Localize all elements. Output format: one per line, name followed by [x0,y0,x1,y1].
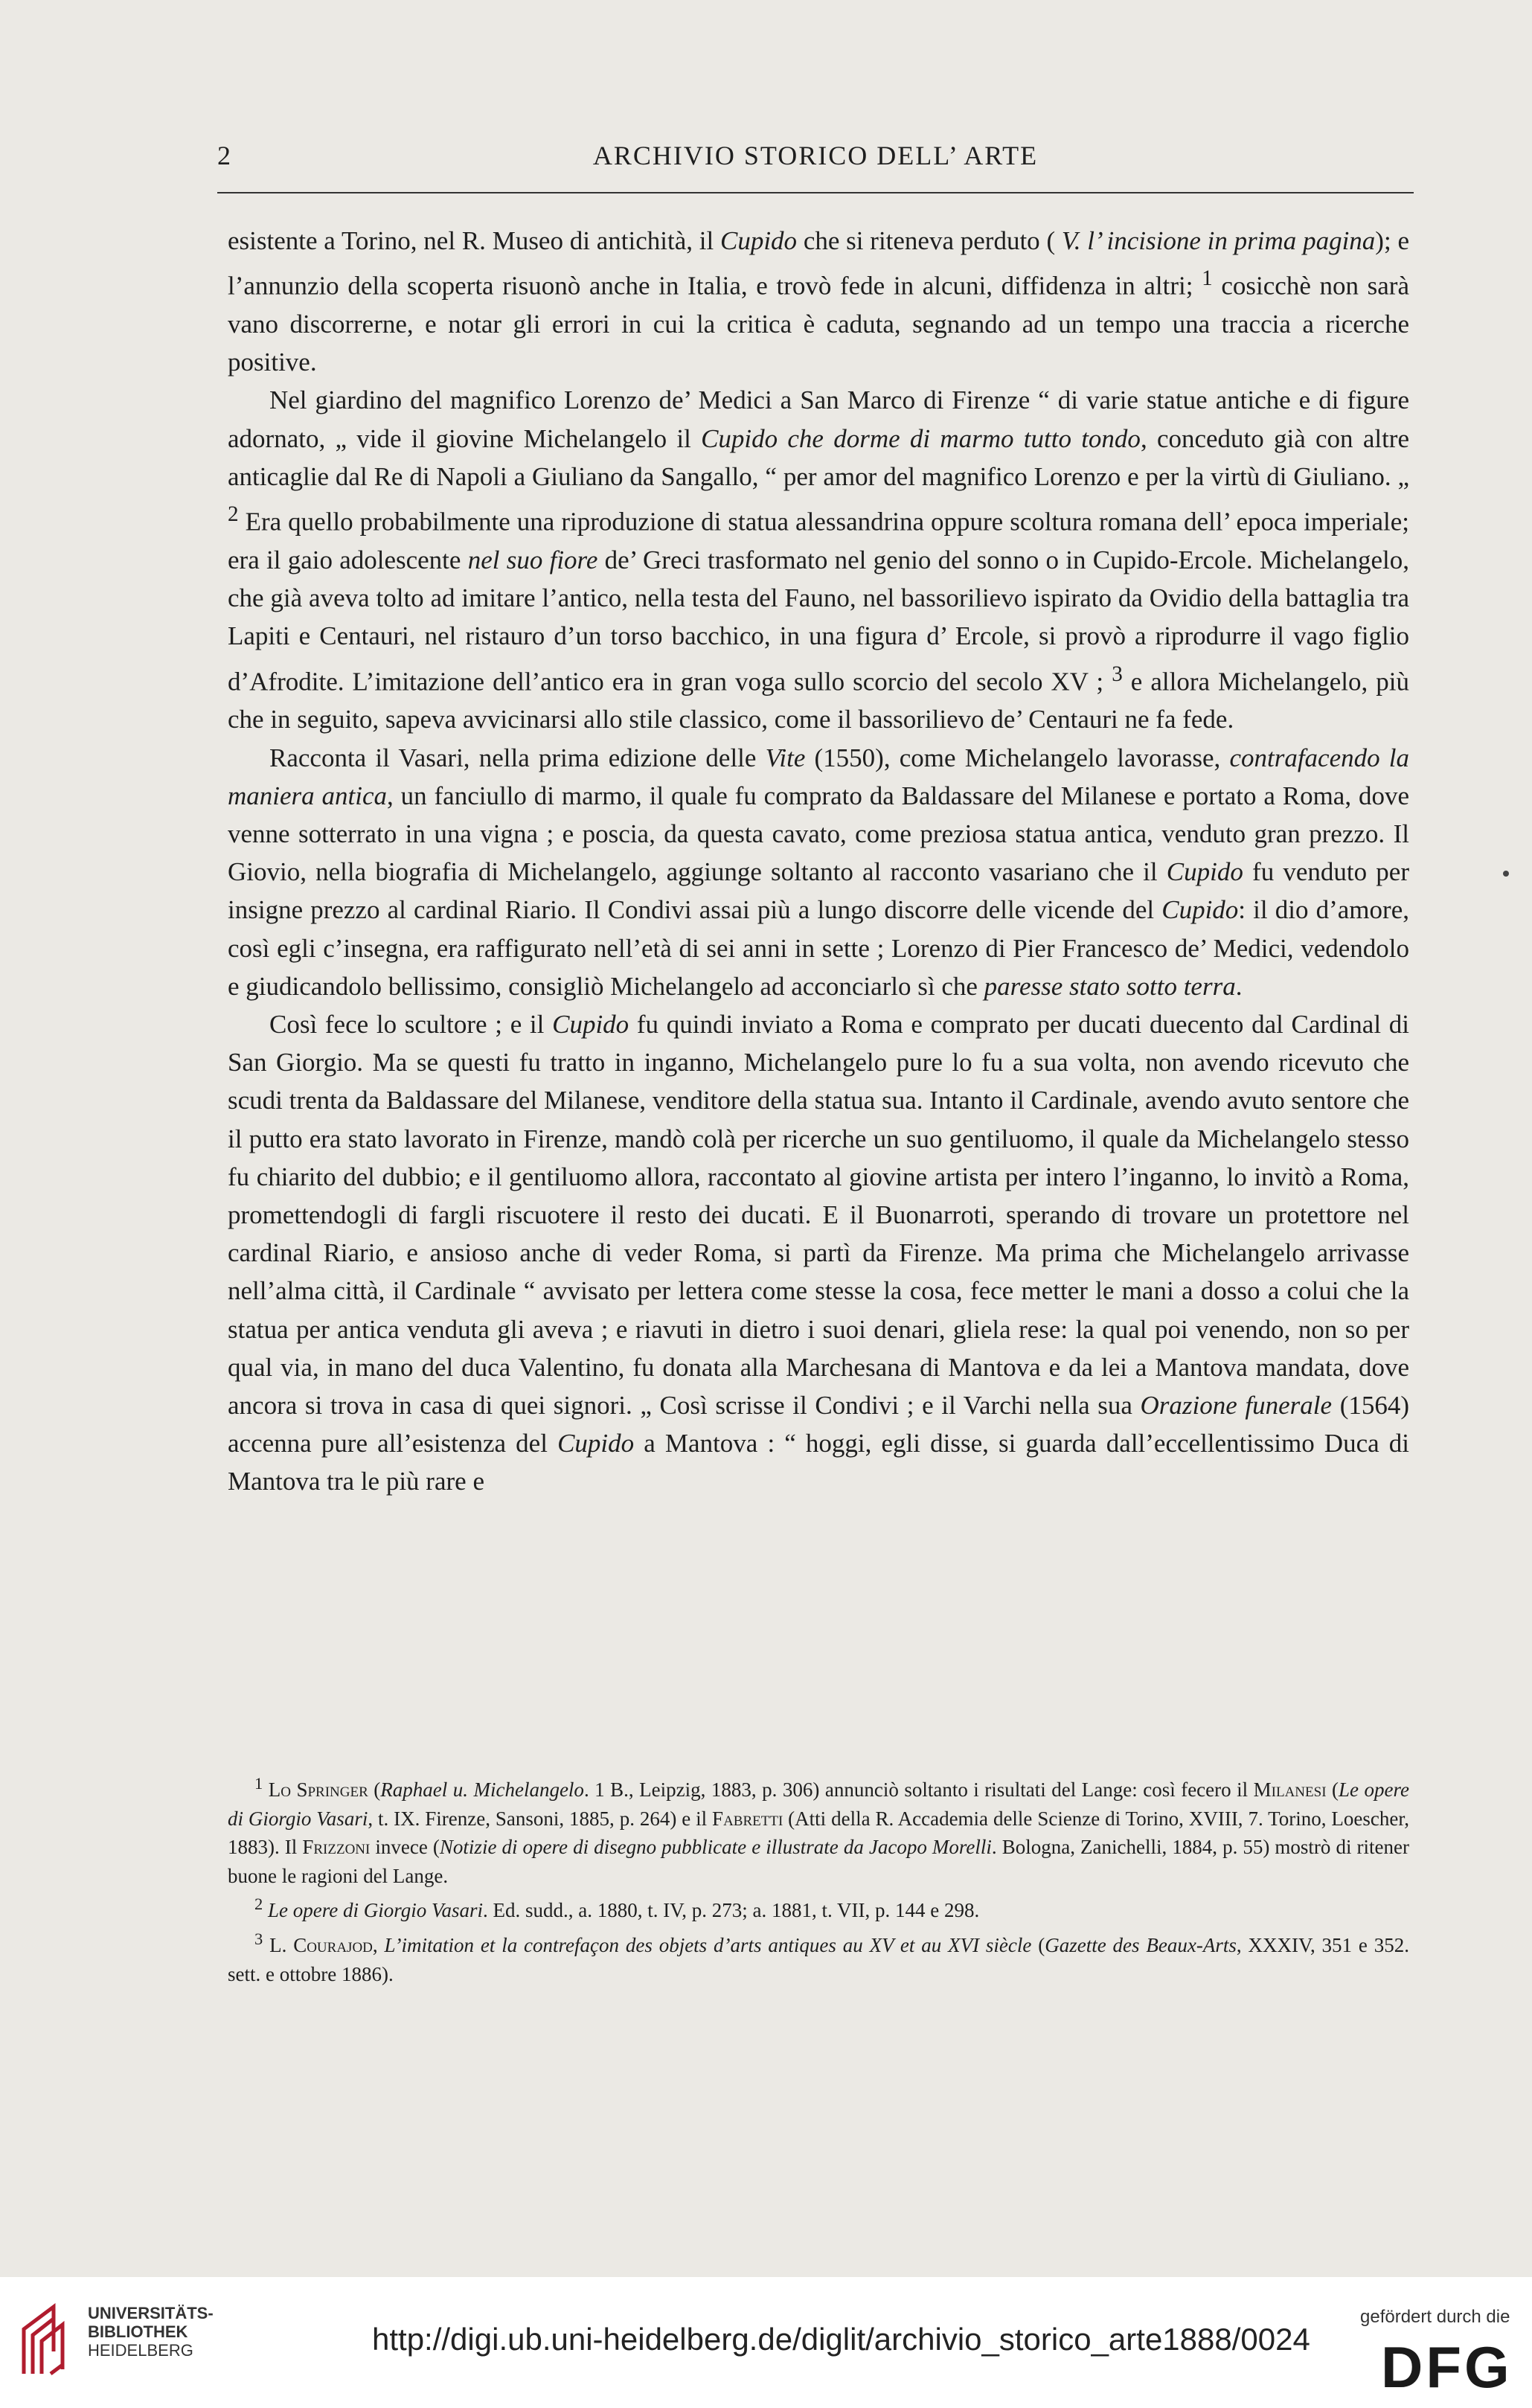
italic-run: Cupido che dorme di marmo tutto tondo [701,423,1141,453]
text-run: . [1235,971,1243,1001]
text-run: : il dio d’amore, così egli c’insegna, era raffigurato nell’età di sei anni in sette ; Lorenzo di Pier Francesco de’ Medici, vedendolo e giudicandolo bellissimo, consigliò Michelangelo ad acconciarlo sì che [228,895,1409,1001]
text-run: Era quello probabilmente una riproduzione di statua alessandrina oppure scoltura romana dell’ epoca imperiale; era il gaio adolescente [228,507,1409,574]
text-run: de’ Greci trasformato nel genio del sonno o in Cupido-Ercole. Michelangelo, che già aveva tolto ad imitare l’antico, nella testa del Fauno, nel bassorilievo ispirato da Ovidio della battaglia tra Lapiti e Centauri, nel ristauro d’un torso bacchico, in una figura d’ Ercole, si provò a riprodurre il vago figlio d’Afrodite. L’imitazione dell’antico era in gran voga sullo scorcio del secolo XV ; [228,545,1410,697]
text-run: ( [1326,1778,1339,1801]
author-name: Frizzoni [302,1836,371,1859]
text-run: (1564) accenna pure all’esistenza del [228,1391,1410,1458]
italic-run: Orazione funerale [1140,1391,1333,1421]
footnote-1 [228,1770,1409,1890]
text-run: invece ( [370,1836,440,1859]
footnotes [228,1770,1409,1988]
italic-run: paresse stato sotto terra [984,971,1236,1001]
text-run: . Bologna, Zanichelli, 1884, p. 55) mostrò di ritener buone le ragioni del Lange. [228,1836,1409,1887]
text-run: esistente a Torino, nel R. Museo di antichità, il [228,226,720,255]
italic-run: Notizie di opere di disegno pubblicate e illustrate da Jacopo Morelli [439,1836,992,1859]
italic-run: Cupido [719,226,798,255]
italic-run: Le opere di Giorgio Vasari [228,1778,1409,1830]
library-name-line: BIBLIOTHEK [88,2322,188,2341]
text-run: , XXXIV, 351 e 352. sett. e ottobre 1886). [228,1933,1409,1985]
footnote-3 [228,1925,1409,1988]
italic-run: Cupido [1166,857,1243,887]
paragraph-2 [228,381,1409,738]
library-name-line: HEIDELBERG [88,2341,193,2360]
text-run: Racconta il Vasari, nella prima edizione delle [269,743,766,772]
dfg-logo: DFG [1381,2334,1513,2400]
text-run: cosicchè non sarà vano discorrerne, e notar gli errori in cui la critica è caduta, segnando ad un tempo una traccia a ricerche positive. [228,271,1409,377]
text-run: , t. IX. Firenze, Sansoni, 1885, p. 264) e il [368,1807,713,1830]
italic-run: Gazette des Beaux-Arts [1045,1933,1237,1956]
text-run: ); e l’annunzio della scoperta risuonò anche in Italia, e trovò fede in alcuni, diffidenza in altri; [228,226,1409,301]
italic-run: V. l’ incisione in prima pagina [1061,226,1376,255]
paragraph-4 [228,1005,1409,1501]
header-rule [217,192,1414,193]
text-run: . 1 B., Leipzig, 1883, p. 306) annunciò soltanto i risultati del Lange: così fecero il [583,1778,1254,1801]
text-run: , conceduto già con altre anticaglie dal Re di Napoli a Giuliano da Sangallo, “ per amor del magnifico Lorenzo e per la virtù di Giuliano. „ [228,423,1409,491]
viewer-footer [0,2277,1532,2408]
footnote-ref: 2 [228,502,239,527]
text-run: fu venduto per insigne prezzo al cardinal Riario. Il Condivi assai più a lungo discorre delle vicende del [228,857,1409,925]
author-name: Milanesi [1253,1778,1327,1801]
footnote-mark: 1 [254,1774,263,1793]
italic-run: Cupido [1161,895,1239,925]
paragraph-1 [228,222,1409,381]
text-run: , un fanciullo di marmo, il quale fu comprato da Baldassare del Milanese e portato a Roma, dove venne sotterrato in una vigna ; e poscia, da questa cavato, come preziosa statua antica, venduto gran prezzo. Il Giovio, nella biografia di Michelangelo, aggiunge soltanto al racconto vasariano che il [228,781,1409,887]
author-name: L. Courajod [269,1933,373,1956]
permalink-url[interactable]: http://digi.ub.uni-heidelberg.de/diglit/archivio_storico_arte1888/0024 [372,2322,1310,2357]
text-run: ( [1031,1933,1045,1956]
footnote-mark: 2 [254,1895,263,1914]
text-run: a Mantova : “ hoggi, egli disse, si guarda dall’eccellentissimo Duca di Mantova tra le più rare e [228,1429,1409,1496]
running-title: ARCHIVIO STORICO DELL’ ARTE [592,141,1039,170]
italic-run: Le opere di Giorgio Vasari [268,1899,483,1922]
footnote-ref: 1 [1202,266,1213,291]
library-name-line: UNIVERSITÄTS- [88,2304,214,2322]
text-run: (1550), come Michelangelo lavorasse, [805,743,1230,772]
library-name [88,2304,214,2360]
page-header [217,140,1414,185]
text-run: e allora Michelangelo, più che in seguito, sapeva avvicinarsi allo stile classico, come il bassorilievo de’ Centauri ne fa fede. [228,667,1409,734]
sponsor-text: gefördert durch die [1360,2307,1510,2327]
italic-run: Cupido [557,1429,635,1458]
italic-run: L’imitation et la contrefaçon des objets d’arts antiques au XV et au XVI siècle [384,1933,1032,1956]
text-run: Nel giardino del magnifico Lorenzo de’ Medici a San Marco di Firenze “ di varie statue antiche e di figure adornato, „ vide il giovine Michelangelo il [228,385,1409,453]
text-run: fu quindi inviato a Roma e comprato per ducati duecento dal Cardinal di San Giorgio. Ma se questi fu tratto in inganno, Michelangelo pure lo fu a sua volta, non avendo ricevuto che scudi trenta da Baldassare del Milanese, venditore della statua sua. Intanto il Cardinale, avendo avuto sentore che il putto era stato lavorato in Firenze, mandò colà per ricerche un suo gentiluomo, il quale da Michelangelo stesso fu chiarito del dubbio; e il gentiluomo allora, raccontato al giovine artista per intero l’inganno, lo invitò a Roma, promettendogli di fargli riscuotere il resto dei ducati. E il Buonarroti, sperando di trovare un protettore nel cardinal Riario, e ansioso anche di veder Roma, si partì da Firenze. Ma prima che Michelangelo arrivasse nell’alma città, il Cardinale “ avvisato per lettera come stesse la cosa, fece metter le mani a dosso a colui che la statua per antica venduta gli aveva ; e riavuti in dietro i suoi denari, gliela rese: la qual poi venendo, non so per qual via, in mano del duca Valentino, fu donata alla Marchesana di Mantova e da lei a Mantova mandata, dove ancora si trova in casa di quei signori. „ Così scrisse il Condivi ; e il Varchi nella sua [228,1010,1409,1421]
italic-run: Cupido [552,1010,629,1040]
italic-run: contrafacendo la maniera antica [228,743,1409,810]
footnote-ref: 3 [1112,662,1123,686]
text-run: Così fece lo scultore ; e il [269,1010,553,1040]
author-name: Lo Springer [268,1778,368,1801]
footnote-mark: 3 [254,1929,263,1948]
italic-run: nel suo fiore [467,545,598,574]
text-run: ( [368,1778,381,1801]
stray-ink-dot [1503,871,1509,877]
page-number: 2 [217,141,231,170]
italic-run: Raphael u. Michelangelo [380,1778,584,1801]
ub-heidelberg-logo-icon [16,2299,83,2381]
text-run: (Atti della R. Accademia delle Scienze di Torino, XVIII, 7. Torino, Loescher, 1883). Il [228,1807,1409,1859]
footnote-2 [228,1890,1409,1925]
article-body [228,222,1409,1501]
text-run: . Ed. sudd., a. 1880, t. IV, p. 273; a. 1881, t. VII, p. 144 e 298. [483,1899,980,1922]
author-name: Fabretti [712,1807,783,1830]
paragraph-3 [228,739,1409,1005]
text-run: che si riteneva perduto ( [797,226,1062,255]
text-run: , [372,1933,385,1956]
italic-run: Vite [765,743,806,772]
